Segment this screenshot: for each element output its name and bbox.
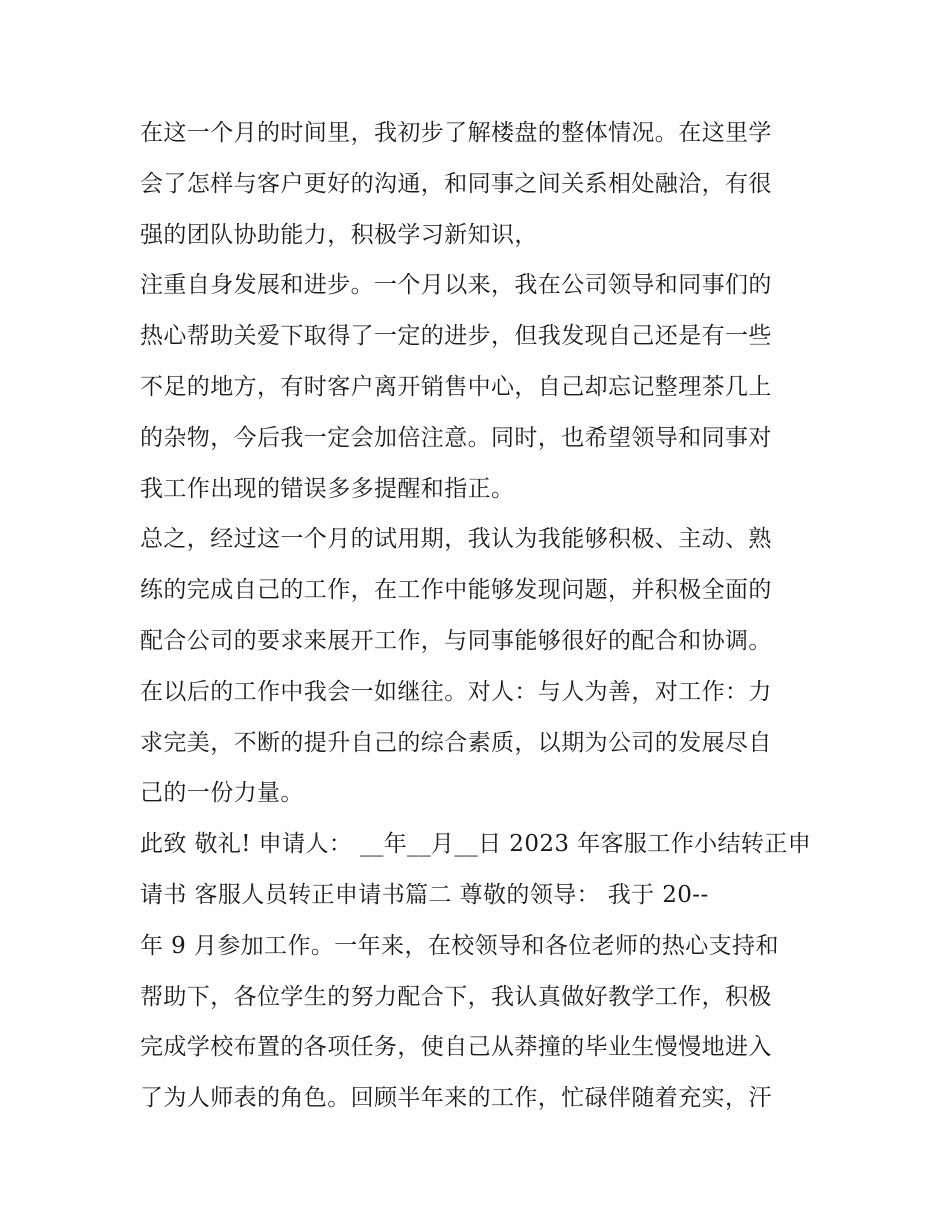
- text-line: 在这一个月的时间里，我初步了解楼盘的整体情况。在这里学: [140, 120, 772, 146]
- text-line: 了为人师表的角色。回顾半年来的工作，忙碌伴随着充实，汗: [140, 1085, 772, 1112]
- text-line: 热心帮助关爱下取得了一定的进步，但我发现自己还是有一些: [140, 323, 772, 350]
- text-line: 配合公司的要求来展开工作，与同事能够很好的配合和协调。: [140, 627, 772, 654]
- text-line: 请书 客服人员转正申请书篇二 尊敬的领导： 我于 20--: [140, 881, 709, 908]
- text-line: 注重自身发展和进步。一个月以来，我在公司领导和同事们的: [140, 272, 772, 299]
- text-line: 在以后的工作中我会一如继往。对人：与人为善，对工作：力: [140, 678, 772, 705]
- document-body: [140, 108, 820, 1124]
- text-line: 强的团队协助能力，积极学习新知识，: [140, 221, 538, 248]
- text-line: 不足的地方，有时客户离开销售中心，自己却忘记整理茶几上: [140, 373, 772, 400]
- text-line: 帮助下，各位学生的努力配合下，我认真做好教学工作，积极: [140, 983, 772, 1010]
- text-line: 会了怎样与客户更好的沟通，和同事之间关系相处融洽，有很: [140, 170, 772, 197]
- text-line: 年 9 月参加工作。一年来，在校领导和各位老师的热心支持和: [140, 932, 779, 959]
- text-line: 求完美，不断的提升自己的综合素质，以期为公司的发展尽自: [140, 729, 772, 756]
- text-line: 我工作出现的错误多多提醒和指正。: [140, 475, 515, 502]
- text-line: 的杂物，今后我一定会加倍注意。同时，也希望领导和同事对: [140, 424, 772, 451]
- text-line: 完成学校布置的各项任务，使自己从莽撞的毕业生慢慢地进入: [140, 1034, 772, 1061]
- text-line: 练的完成自己的工作，在工作中能够发现问题，并积极全面的: [140, 577, 772, 604]
- text-line: 此致 敬礼! 申请人： __年__月__日 2023 年客服工作小结转正申: [140, 831, 812, 858]
- text-line: 己的一份力量。: [140, 780, 304, 807]
- text-line: 总之，经过这一个月的试用期，我认为我能够积极、主动、熟: [140, 526, 772, 553]
